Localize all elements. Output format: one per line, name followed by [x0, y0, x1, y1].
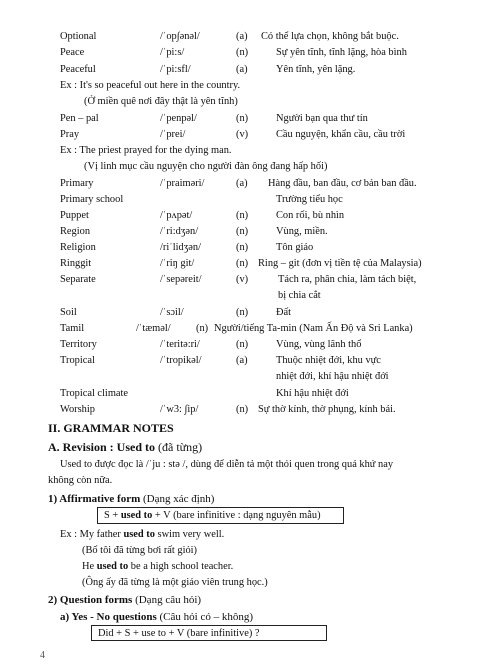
subsection-heading [48, 438, 202, 456]
example-sentence: Ex : It's so peaceful out here in the country. [60, 80, 241, 91]
vocab-row [0, 240, 483, 256]
vocab-pos: (n) [236, 404, 249, 415]
vocab-pos: (n) [236, 339, 249, 350]
vocab-ipa: /ˈtropikəl/ [160, 355, 202, 366]
vocab-row [0, 386, 483, 402]
vocab-row-continued [0, 369, 483, 385]
vocab-meaning: Có thể lựa chọn, không bắt buộc. [261, 31, 399, 42]
vocab-row [0, 337, 483, 353]
vocab-word: Separate [60, 274, 96, 285]
vocab-row [0, 62, 483, 78]
vocab-ipa: /ˈriŋ git/ [160, 258, 195, 269]
affirmative-formula-box [97, 507, 344, 524]
example-translation: (Bố tôi đã từng bơi rất giỏi) [82, 545, 198, 556]
vocab-meaning: Tôn giáo [276, 242, 314, 253]
vocab-row [0, 111, 483, 127]
example-translation: (Vị linh mục cầu nguyện cho người đàn ông đang hấp hối) [84, 161, 328, 172]
vocab-word: Ringgit [60, 258, 92, 269]
vocab-pos: (n) [236, 242, 249, 253]
vocab-meaning: Sự yên tĩnh, tĩnh lặng, hòa bình [276, 47, 407, 58]
vocab-word: Peaceful [60, 64, 96, 75]
vocab-meaning: Người bạn qua thư tín [276, 113, 368, 124]
affirmative-label: 1) Affirmative form [48, 493, 141, 505]
vocab-word: Peace [60, 47, 85, 58]
vocab-meaning: Cầu nguyện, khẩn cầu, cầu trời [276, 129, 406, 140]
yes-no-heading [60, 609, 253, 625]
vocab-pos: (n) [196, 323, 209, 334]
vocab-word: Tamil [60, 323, 85, 334]
example-text: be a high school teacher. [128, 561, 234, 572]
vocab-row-continued [0, 288, 483, 304]
intro-paragraph-line: không còn nữa. [48, 475, 113, 486]
vocab-ipa: /riˈlidʒən/ [160, 242, 201, 253]
vocab-pos: (n) [236, 210, 249, 221]
example-keyword: used to [96, 561, 129, 572]
vocab-ipa: /ˈw3: ∫ip/ [160, 404, 199, 415]
yes-no-note: (Câu hỏi có – không) [159, 611, 253, 623]
section-title: II. GRAMMAR NOTES [48, 421, 174, 435]
vocab-meaning: Người/tiếng Ta-min (Nam Ấn Độ và Sri Lanka) [214, 323, 413, 334]
formula-text: + V (bare infinitive : dạng nguyên mẫu) [152, 510, 321, 521]
vocab-meaning: Con rối, bù nhìn [276, 210, 345, 221]
vocab-row [0, 29, 483, 45]
vocab-meaning: Đất [276, 307, 292, 318]
vocab-meaning: nhiệt đới, khí hậu nhiệt đới [276, 371, 389, 382]
subsection-note: (đã từng) [158, 440, 203, 454]
formula-keyword: used to [120, 510, 153, 521]
question-formula-box: Did + S + use to + V (bare infinitive) ? [91, 625, 327, 641]
example-keyword: used to [123, 529, 155, 540]
vocab-word: Tropical [60, 355, 95, 366]
vocab-meaning: Khí hậu nhiệt đới [276, 388, 349, 399]
vocab-meaning: bị chia cắt [278, 290, 321, 301]
example-translation: (Ông ấy đã từng là một giáo viên trung học.) [82, 577, 268, 588]
vocab-word: Primary school [60, 194, 124, 205]
intro-paragraph-line: Used to được đọc là /ˈju : stə /, dùng để diễn tả một thói quen trong quá khứ nay [60, 459, 394, 470]
vocab-ipa: /ˈpraiməri/ [160, 178, 205, 189]
vocab-word: Primary [60, 178, 94, 189]
example-sentence [82, 559, 233, 575]
yes-no-label: a) Yes - No questions [60, 611, 157, 623]
vocab-pos: (n) [236, 47, 249, 58]
vocab-meaning: Vùng, miền. [276, 226, 328, 237]
vocab-meaning: Yên tĩnh, yên lặng. [276, 64, 356, 75]
vocab-meaning: Vùng, vùng lãnh thổ [276, 339, 362, 350]
vocab-pos: (n) [236, 258, 249, 269]
vocab-pos: (v) [236, 129, 249, 140]
example-sentence [60, 527, 224, 543]
vocab-meaning: Ring – git (đơn vị tiền tệ của Malaysia) [258, 258, 422, 269]
vocab-word: Optional [60, 31, 97, 42]
vocab-meaning: Trường tiểu học [276, 194, 343, 205]
vocab-ipa: /ˈprei/ [160, 129, 186, 140]
vocab-meaning: Sự thờ kính, thờ phụng, kính bái. [258, 404, 396, 415]
vocab-word: Pray [60, 129, 80, 140]
vocab-row [0, 305, 483, 321]
vocab-ipa: /ˈpi:sfl/ [160, 64, 191, 75]
page-number: 4 [40, 650, 45, 661]
vocab-row [0, 192, 483, 208]
affirmative-note: (Dạng xác định) [143, 493, 215, 505]
example-text: swim very well. [154, 529, 225, 540]
vocab-ipa: /ˈri:dʒən/ [160, 226, 199, 237]
vocab-pos: (v) [236, 274, 249, 285]
vocab-word: Worship [60, 404, 95, 415]
vocab-word: Soil [60, 307, 77, 318]
vocab-row [0, 321, 483, 337]
vocab-ipa: /ˈpi:s/ [160, 47, 185, 58]
vocab-row [0, 402, 483, 418]
question-heading [48, 592, 201, 608]
question-note: (Dạng câu hỏi) [135, 594, 202, 606]
vocab-ipa: /ˈsɔil/ [160, 307, 184, 318]
vocab-word: Religion [60, 242, 96, 253]
vocab-pos: (a) [236, 355, 248, 366]
vocab-pos: (n) [236, 307, 249, 318]
vocab-word: Territory [60, 339, 97, 350]
vocab-row [0, 272, 483, 288]
vocab-word: Puppet [60, 210, 89, 221]
formula-text: S + [104, 510, 121, 521]
vocab-row [0, 45, 483, 61]
vocab-row [0, 176, 483, 192]
vocab-row [0, 353, 483, 369]
question-label: 2) Question forms [48, 594, 133, 606]
vocab-pos: (a) [236, 178, 248, 189]
vocab-word: Pen – pal [60, 113, 99, 124]
example-text: He [82, 561, 97, 572]
vocab-row [0, 127, 483, 143]
example-text: Ex : My father [60, 529, 124, 540]
vocab-pos: (n) [236, 226, 249, 237]
vocab-row [0, 256, 483, 272]
vocab-ipa: /ˈpʌpət/ [160, 210, 193, 221]
vocab-meaning: Thuộc nhiệt đới, khu vực [276, 355, 381, 366]
affirmative-heading [48, 491, 214, 507]
vocab-meaning: Hàng đầu, ban đầu, cơ bản ban đầu. [268, 178, 417, 189]
vocab-ipa: /ˈpenpəl/ [160, 113, 197, 124]
vocab-ipa: /ˈteritə:ri/ [160, 339, 200, 350]
vocab-pos: (a) [236, 31, 248, 42]
vocab-meaning: Tách ra, phân chia, làm tách biệt, [278, 274, 417, 285]
vocab-ipa: /ˈop∫ənəl/ [160, 31, 200, 42]
vocab-word: Region [60, 226, 91, 237]
vocab-word: Tropical climate [60, 388, 129, 399]
vocab-pos: (n) [236, 113, 249, 124]
vocab-pos: (a) [236, 64, 248, 75]
subsection-label: A. Revision : Used to [48, 440, 155, 454]
vocab-ipa: /ˈsepəreit/ [160, 274, 202, 285]
example-sentence: Ex : The priest prayed for the dying man. [60, 145, 232, 156]
vocab-row [0, 208, 483, 224]
example-translation: (Ở miền quê nơi đây thật là yên tĩnh) [84, 96, 238, 107]
vocab-ipa: /ˈtæməl/ [136, 323, 171, 334]
vocab-row [0, 224, 483, 240]
